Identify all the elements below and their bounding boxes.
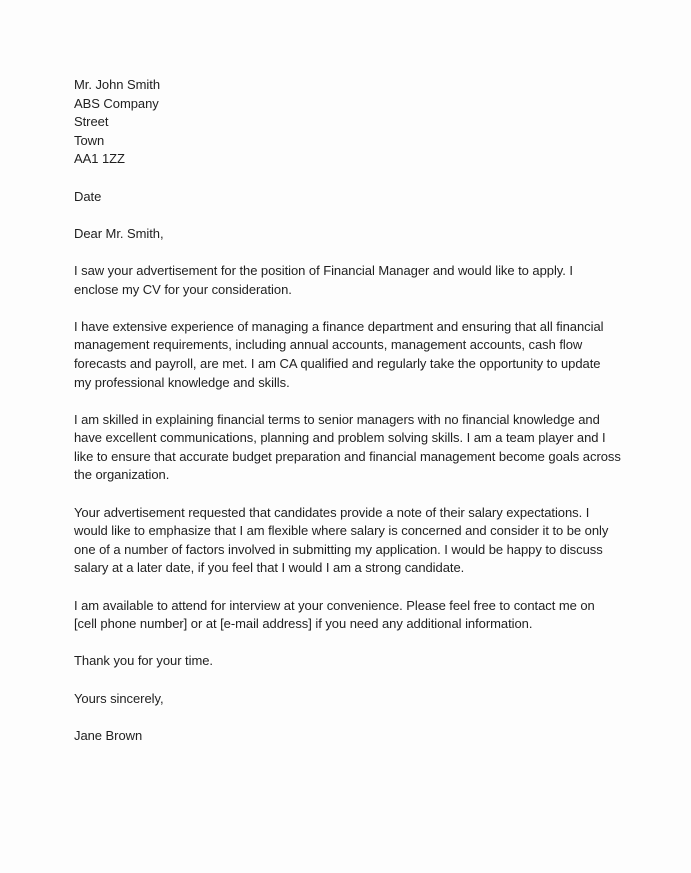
signoff [74, 690, 681, 709]
recipient-address [74, 76, 681, 169]
paragraph-thanks-line-1: Thank you for your time. [74, 653, 213, 669]
paragraph-experience [74, 318, 681, 392]
paragraph-skills-line-1: I am skilled in explaining financial terms to senior managers with no financial knowledge and [74, 411, 600, 427]
paragraph-skills [74, 411, 681, 485]
paragraph-salary-line-3: one of a number of factors involved in submitting my application. I would be happy to discuss [74, 541, 603, 557]
paragraph-experience-line-3: forecasts and payroll, are met. I am CA qualified and regularly take the opportunity to update [74, 355, 601, 371]
paragraph-skills-line-2: have excellent communications, planning and problem solving skills. I am a team player and I [74, 430, 606, 446]
salutation [74, 225, 681, 244]
paragraph-intro [74, 262, 681, 299]
signoff-line-1: Yours sincerely, [74, 690, 164, 706]
paragraph-salary-line-2: would like to emphasize that I am flexible where salary is concerned and consider it to be only [74, 523, 609, 539]
paragraph-salary-line-1: Your advertisement requested that candidates provide a note of their salary expectations. I [74, 504, 590, 520]
signature [74, 727, 681, 746]
paragraph-experience-line-4: my professional knowledge and skills. [74, 374, 290, 390]
paragraph-experience-line-1: I have extensive experience of managing a finance department and ensuring that all financial [74, 318, 604, 334]
paragraph-availability-line-1: I am available to attend for interview at your convenience. Please feel free to contact me on [74, 597, 595, 613]
signature-line-1: Jane Brown [74, 727, 143, 743]
date-placeholder [74, 188, 681, 207]
recipient-address-line-5: AA1 1ZZ [74, 151, 125, 167]
recipient-address-line-3: Street [74, 114, 109, 130]
paragraph-availability-line-2: [cell phone number] or at [e-mail address] if you need any additional information. [74, 616, 533, 632]
paragraph-salary-line-4: salary at a later date, if you feel that I would I am a strong candidate. [74, 560, 465, 576]
recipient-address-line-1: Mr. John Smith [74, 77, 160, 92]
salutation-line-1: Dear Mr. Smith, [74, 225, 164, 241]
paragraph-experience-line-2: management requirements, including annual accounts, management accounts, cash flow [74, 337, 583, 353]
paragraph-availability [74, 597, 681, 634]
paragraph-skills-line-3: like to ensure that accurate budget preparation and financial management become goals across [74, 448, 621, 464]
letter-body [74, 76, 681, 764]
paragraph-intro-line-1: I saw your advertisement for the position of Financial Manager and would like to apply. I [74, 262, 573, 278]
paragraph-intro-line-2: enclose my CV for your consideration. [74, 281, 292, 297]
recipient-address-line-4: Town [74, 132, 105, 148]
recipient-address-line-2: ABS Company [74, 95, 159, 111]
paragraph-thanks [74, 652, 681, 671]
paragraph-salary [74, 504, 681, 578]
paragraph-skills-line-4: the organization. [74, 467, 170, 483]
date-placeholder-line-1: Date [74, 188, 102, 204]
